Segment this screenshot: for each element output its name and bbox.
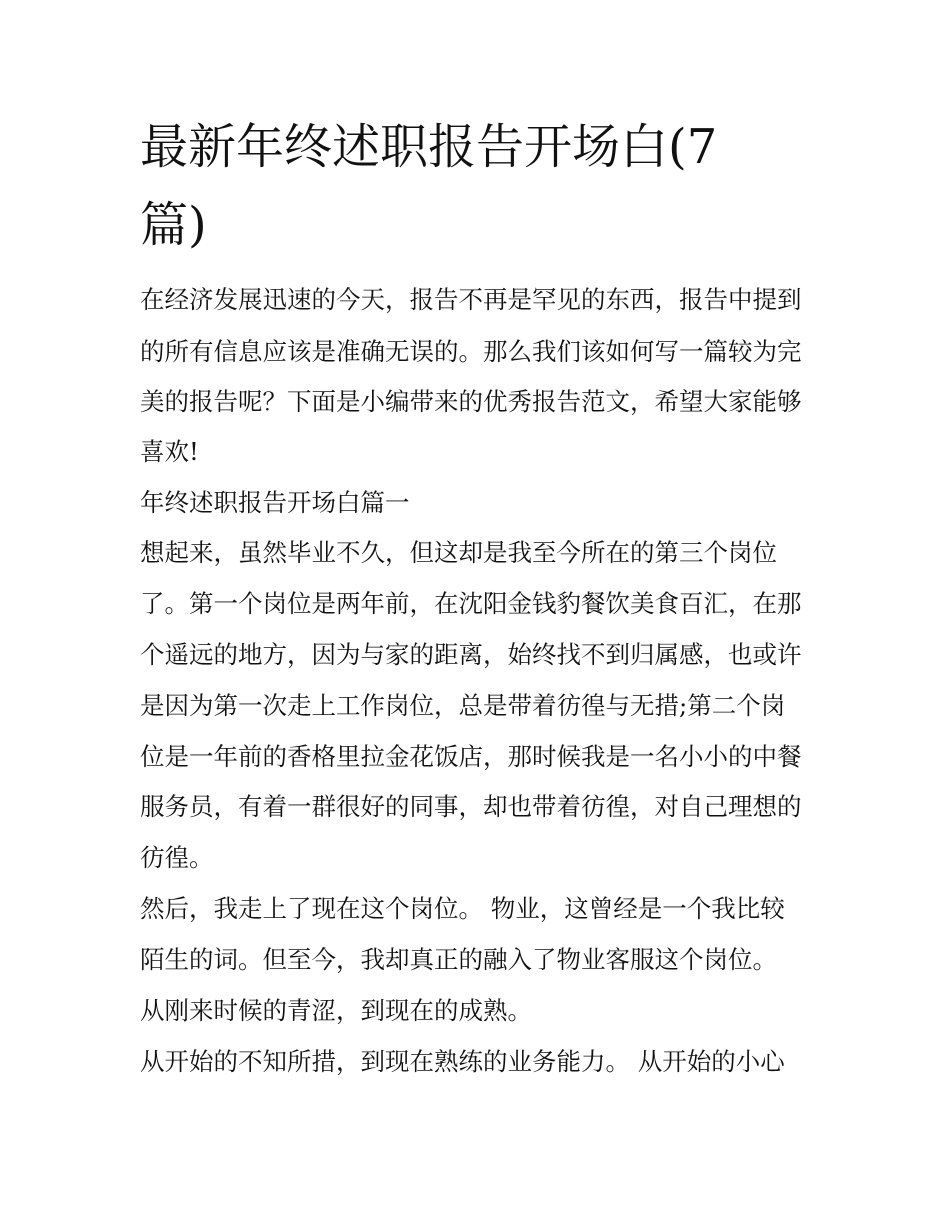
body-line-9: 陌生的词。但至今，我却真正的融入了物业客服这个岗位。 [140,945,777,974]
body-line-3: 个遥远的地方，因为与家的距离，始终找不到归属感，也或许 [140,640,802,669]
body-line-10: 从刚来时候的青涩，到现在的成熟。 [140,996,532,1025]
intro-line-1: 在经济发展迅速的今天，报告不再是罕见的东西，报告中提到 [140,285,802,314]
document-title: 最新年终述职报告开场白(7篇) [140,119,718,253]
body-line-5: 位是一年前的香格里拉金花饭店，那时候我是一名小小的中餐 [140,742,802,771]
body-line-4: 是因为第一次走上工作岗位，总是带着彷徨与无措;第二个岗 [140,691,786,720]
body-line-1: 想起来，虽然毕业不久，但这却是我至今所在的第三个岗位 [140,538,777,567]
intro-line-3: 美的报告呢？下面是小编带来的优秀报告范文，希望大家能够 [140,387,802,416]
body-line-11: 从开始的不知所措，到现在熟练的业务能力。 从开始的小心 [140,1047,785,1076]
intro-line-4: 喜欢! [140,437,199,466]
body-line-7: 彷徨。 [140,843,214,872]
section-heading: 年终述职报告开场白篇一 [140,488,410,517]
body-line-2: 了。第一个岗位是两年前，在沈阳金钱豹餐饮美食百汇，在那 [140,589,802,618]
body-line-8: 然后，我走上了现在这个岗位。 物业，这曾经是一个我比较 [140,894,785,923]
intro-line-2: 的所有信息应该是准确无误的。那么我们该如何写一篇较为完 [140,337,802,366]
body-line-6: 服务员，有着一群很好的同事，却也带着彷徨，对自己理想的 [140,792,802,821]
